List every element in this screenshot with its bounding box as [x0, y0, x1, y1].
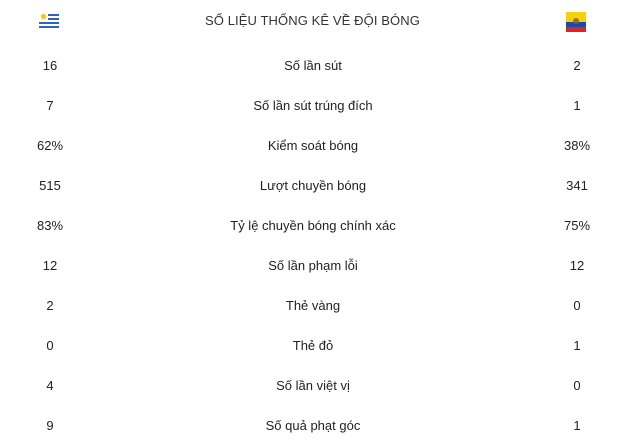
- home-value: 0: [46, 338, 54, 353]
- stats-header: [0, 0, 625, 44]
- away-value: 12: [569, 258, 585, 273]
- stat-label: Kiểm soát bóng: [267, 138, 359, 153]
- stat-label: Số lần sút: [284, 58, 342, 73]
- home-value: 4: [46, 378, 54, 393]
- stat-label: Tỷ lệ chuyền bóng chính xác: [230, 218, 396, 233]
- ecuador-flag-icon: [566, 12, 586, 32]
- stat-label: Số lần sút trúng đích: [253, 98, 373, 113]
- stat-row: [0, 166, 625, 206]
- stat-row: [0, 206, 625, 246]
- stat-row: [0, 126, 625, 166]
- away-value: 1: [573, 418, 581, 433]
- home-value: 2: [46, 298, 54, 313]
- stat-label: Số quả phạt góc: [265, 418, 361, 433]
- away-value: 0: [573, 298, 581, 313]
- away-value: 1: [573, 98, 581, 113]
- home-value: 62%: [36, 138, 64, 153]
- away-value: 75%: [563, 218, 591, 233]
- away-value: 38%: [563, 138, 591, 153]
- stat-label: Số lần việt vị: [276, 378, 350, 393]
- stat-label: Thẻ vàng: [285, 298, 341, 313]
- away-value: 0: [573, 378, 581, 393]
- home-value: 7: [46, 98, 54, 113]
- page-title: SỐ LIỆU THỐNG KÊ VỀ ĐỘI BÓNG: [205, 13, 420, 28]
- stat-label: Lượt chuyền bóng: [259, 178, 367, 193]
- home-value: 515: [39, 178, 61, 193]
- stat-row: [0, 46, 625, 86]
- stat-label: Số lần phạm lỗi: [268, 258, 358, 273]
- away-value: 2: [573, 58, 581, 73]
- away-value: 341: [566, 178, 588, 193]
- home-value: 12: [42, 258, 58, 273]
- stat-row: [0, 86, 625, 126]
- away-value: 1: [573, 338, 581, 353]
- stat-row: [0, 406, 625, 446]
- stat-label: Thẻ đỏ: [292, 338, 334, 353]
- stats-table: [0, 46, 625, 446]
- stat-row: [0, 286, 625, 326]
- stat-row: [0, 366, 625, 406]
- home-value: 9: [46, 418, 54, 433]
- stat-row: [0, 246, 625, 286]
- stat-row: [0, 326, 625, 366]
- home-value: 16: [42, 58, 58, 73]
- home-value: 83%: [36, 218, 64, 233]
